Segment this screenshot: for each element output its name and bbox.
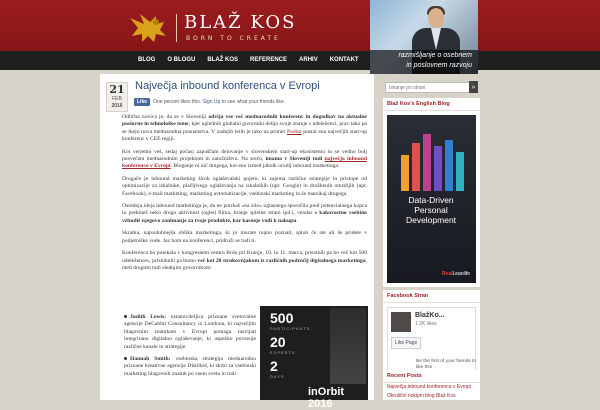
facebook-like-row — [134, 98, 285, 106]
event-days-number: 2 — [270, 358, 278, 374]
banner-bar — [456, 152, 464, 191]
banner-bar — [423, 134, 431, 191]
banner-bar — [445, 140, 453, 191]
speaker-list — [124, 314, 256, 383]
author-portrait — [370, 0, 478, 74]
post-paragraph: Odlična novica je, da se v Sloveniji odvija vse več mednarodnih konferenc in dogodkov na aktualne poslovne in tehnološke teme, kjer uglednih globalni govorniki delijo svoje znanje z udeleženci, prav tako pa se tkejo nova mednarodna poznanstva. V zadnjih letih je tako na primer Podim postal ena največjih start-up konferenc v CEE regiji. — [122, 114, 367, 143]
recent-posts-title: Recent Posts — [383, 370, 480, 383]
post-paragraph: Kot verjetno veš, sedaj počasi zapuščam delovanje v slovenskem start-up ekosistemu in se vedno bolj posvečam mednarodnim projektom in založništvu. Na srečo, imamo v Sloveniji tudi največjo inbound konferenco v Evropi. Bloganje ni nič drugega, kot eno izmed jabolk orodij inbound marketinga. — [122, 148, 368, 170]
nav-item-kontakt[interactable]: KONTAKT — [329, 57, 359, 63]
nav-item-reference[interactable]: REFERENCE — [250, 57, 288, 63]
post-date-month: FEB — [112, 96, 122, 102]
event-experts-number: 20 — [270, 334, 286, 350]
event-participants-label: PARTICIPANTS — [270, 326, 311, 331]
facebook-page-likes: 1.2K likes — [415, 321, 437, 327]
post-title[interactable]: Največja inbound konferenca v Evropi — [135, 80, 320, 92]
nav-item-blaz-kos[interactable]: BLAŽ KOS — [207, 57, 239, 63]
podim-link[interactable]: Podim — [287, 128, 302, 135]
search-input[interactable] — [385, 82, 471, 93]
post-paragraph: Konferenca bo potekala v kongresnem centru Brdo pri Kranju, 10. in 11. marca, prisotnih pa bo več kot 500 udeležencev, prisluhnili pa bomo več kot 20 strokovnjakom iz različnih področij digitalnega marketinga, med drugimi tudi slednjim govornikom: — [122, 250, 367, 271]
post-paragraph: Skratka, najsodobnejša oblika marketinga, ki jo morate nujno poznati, sploh če ste ali še pridete v podjetniške vode. Jaz bom na konferenci, pridruži se tudi ti. — [122, 230, 367, 244]
bullet-dot-icon — [124, 357, 127, 360]
event-days-label: DAYS — [270, 374, 285, 379]
english-blog-banner[interactable] — [387, 115, 476, 283]
search-arrow-icon[interactable]: » — [469, 81, 478, 93]
inbound-conference-link[interactable]: največjo inbound konferenco v Evropi — [122, 156, 368, 170]
like-count-text: One person likes this. — [153, 99, 202, 105]
event-brand: inOrbit 2016 — [308, 386, 345, 410]
post-paragraph: Drugače je inbound marketing širok oglaševalski pojem, ki zajema različne strategije in pristope od optimizacije za iskalnike, plačljivega oglaševanja na iskalnikih (npr. Google) in družbenih omrežjih (npr. Facebook), e-mail marketing, marketing avtomatizacije, vsebinski marketing in še marsikaj drugega. — [122, 175, 367, 197]
portrait-head — [428, 8, 444, 28]
nav-item-blog[interactable]: BLOG — [138, 57, 156, 63]
main-nav — [132, 51, 390, 70]
like-text-after: to see what your friends like. — [221, 99, 286, 105]
recent-post-link[interactable]: Največja inbound konferenca v Evropi — [387, 384, 471, 390]
event-promo-image[interactable] — [260, 306, 368, 410]
event-participants-number: 500 — [270, 310, 294, 326]
nav-item-arhiv[interactable]: ARHIV — [299, 57, 318, 63]
facebook-like-button[interactable]: Like — [134, 98, 150, 106]
facebook-be-first-text: Be the first of your friends to like this — [416, 359, 476, 370]
portrait-caption-line1: razmišljanje o osebnem — [398, 52, 472, 59]
realleanlife-logo: RealLeanlife — [441, 271, 470, 277]
facebook-widget-title: Facebook Stran — [383, 290, 480, 303]
recent-posts-widget — [383, 370, 480, 400]
facebook-signup-link[interactable]: Sign Up — [202, 99, 221, 105]
post-date-badge — [106, 82, 128, 112]
event-photo-panel — [330, 308, 366, 384]
post-date-year: 2016 — [111, 103, 123, 109]
recent-post-link[interactable]: Okrulični nokipni blog Blaž Kos — [387, 392, 456, 399]
post-body — [122, 114, 367, 277]
post-date-day: 21 — [109, 83, 125, 96]
english-blog-banner-text: Data-Driven Personal Development — [405, 195, 457, 225]
post-paragraph: Osrednja ideja inbound marketinga je, da ne potrkaš »na silo« oglasnega sporočila pred potencialnega kupca in prekineš neko drugo aktivnost (ogled filma, branje spletne strani ipd.), vendar s kakovostno vsebino vzbudiš njegovo zanimanje za tvoje produkte, kar kasneje vodi k nakupu. — [122, 203, 367, 224]
banner-bar — [412, 143, 420, 191]
banner-bar — [434, 146, 442, 191]
facebook-page-name[interactable]: BlažKo... — [415, 312, 445, 319]
facebook-like-text — [153, 99, 285, 105]
winged-lion-icon — [126, 10, 170, 46]
english-blog-widget-title: Blaž Kos's English Blog — [383, 98, 480, 111]
english-blog-widget — [383, 98, 480, 287]
facebook-like-page-button[interactable]: Like Page — [391, 337, 421, 349]
banner-bar — [401, 155, 409, 191]
facebook-page-thumbnail[interactable] — [391, 312, 411, 332]
bullet-dot-icon — [124, 315, 127, 318]
brand-tagline: BORN TO CREATE — [186, 35, 281, 42]
site-logo[interactable] — [126, 10, 376, 46]
speaker-item: Hannah Smith: vsebinska strategija mednarodno priznane kreativne agencije Distilled, ki skrbi za vsebinski marketing blagovnih znamk po vsem svetu in tudi — [124, 356, 256, 377]
nav-item-o-blogu[interactable]: O BLOGU — [167, 57, 196, 63]
speaker-item: Judith Lewis: ustanoviteljica priznane svetovalne agencije DeCabbit Consultancy iz Londona, ki največjim blagovnim znamkam v Evropi pomaga razvijati integrirano digitalno oglaševanje, ki uspešno povezuje različne kanale in strategije. — [124, 314, 256, 350]
brand-name: BLAŽ KOS — [184, 12, 297, 33]
event-experts-label: EXPERTS — [270, 350, 296, 355]
portrait-caption-line2: in poslovnem razvoju — [406, 62, 472, 69]
logo-divider — [176, 14, 177, 42]
